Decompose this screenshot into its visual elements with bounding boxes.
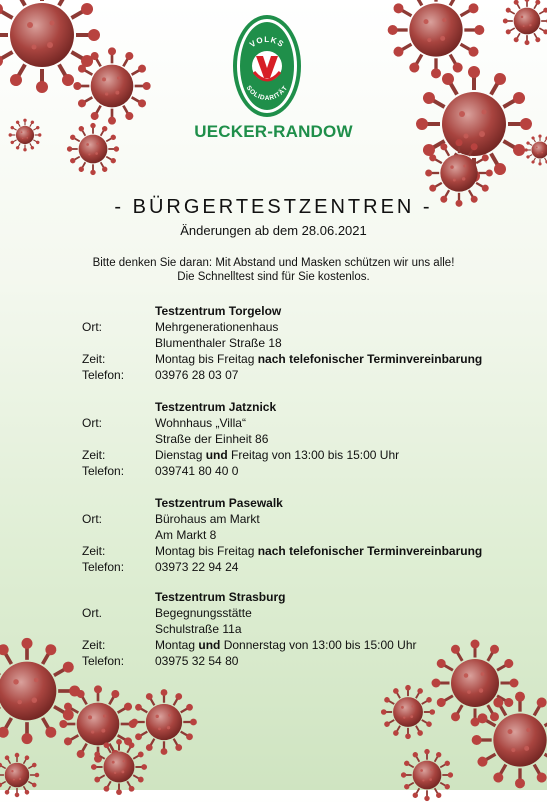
ort-line-2: Schulstraße 11a — [155, 622, 242, 636]
logo-top-text: VOLKS — [248, 34, 286, 50]
coronavirus-icon — [470, 690, 547, 790]
center-name: Testzentrum Strasburg — [155, 590, 286, 604]
telefon-label: Telefon: — [82, 368, 125, 382]
telefon-value: 039741 80 40 0 — [155, 464, 239, 478]
coronavirus-icon — [380, 684, 436, 740]
telefon-value: 03975 32 54 80 — [155, 654, 239, 668]
zeit-label: Zeit: — [82, 448, 106, 462]
center-name: Testzentrum Torgelow — [155, 304, 282, 318]
zeit-value: Dienstag und Freitag von 13:00 bis 15:00 Uhr — [155, 448, 400, 462]
ort-line-1: Mehrgenerationenhaus — [155, 320, 279, 334]
zeit-value: Montag bis Freitag nach telefonischer Terminvereinbarung — [155, 352, 483, 366]
telefon-label: Telefon: — [82, 464, 125, 478]
telefon-value: 03973 22 94 24 — [155, 560, 239, 574]
coronavirus-icon — [90, 738, 148, 796]
ort-label: Ort. — [82, 606, 102, 620]
coronavirus-icon — [400, 748, 454, 802]
logo-bottom-text: SOLIDARITÄT — [244, 84, 290, 103]
coronavirus-icon — [502, 0, 547, 46]
ort-line-1: Bürohaus am Markt — [155, 512, 260, 526]
ort-label: Ort: — [82, 416, 102, 430]
notice-line-1: Bitte denken Sie daran: Mit Abstand und Masken schützen wir uns alle! — [92, 257, 455, 269]
ort-line-2: Blumenthaler Straße 18 — [155, 336, 282, 350]
page-title: - BÜRGERTESTZENTREN - — [114, 196, 433, 218]
ort-line-2: Straße der Einheit 86 — [155, 432, 269, 446]
zeit-label: Zeit: — [82, 544, 106, 558]
center-name: Testzentrum Jatznick — [155, 400, 277, 414]
ort-line-1: Begegnungsstätte — [155, 606, 252, 620]
coronavirus-icon — [0, 752, 40, 798]
telefon-label: Telefon: — [82, 654, 125, 668]
volkssolidaritaet-logo — [232, 14, 302, 118]
zeit-value: Montag bis Freitag nach telefonischer Terminvereinbarung — [155, 544, 483, 558]
ort-line-2: Am Markt 8 — [155, 528, 217, 542]
coronavirus-icon — [72, 46, 152, 126]
telefon-value: 03976 28 03 07 — [155, 368, 239, 382]
zeit-label: Zeit: — [82, 352, 106, 366]
ort-line-1: Wohnhaus „Villa“ — [155, 416, 246, 430]
ort-label: Ort: — [82, 320, 102, 334]
telefon-label: Telefon: — [82, 560, 125, 574]
ort-label: Ort: — [82, 512, 102, 526]
zeit-value: Montag und Donnerstag von 13:00 bis 15:00 Uhr — [155, 638, 417, 652]
zeit-label: Zeit: — [82, 638, 106, 652]
page-subtitle: Änderungen ab dem 28.06.2021 — [180, 223, 367, 238]
organization-name: UECKER-RANDOW — [194, 122, 353, 141]
notice-text — [0, 256, 547, 284]
center-name: Testzentrum Pasewalk — [155, 496, 283, 510]
notice-line-2: Die Schnelltest sind für Sie kostenlos. — [177, 271, 370, 283]
